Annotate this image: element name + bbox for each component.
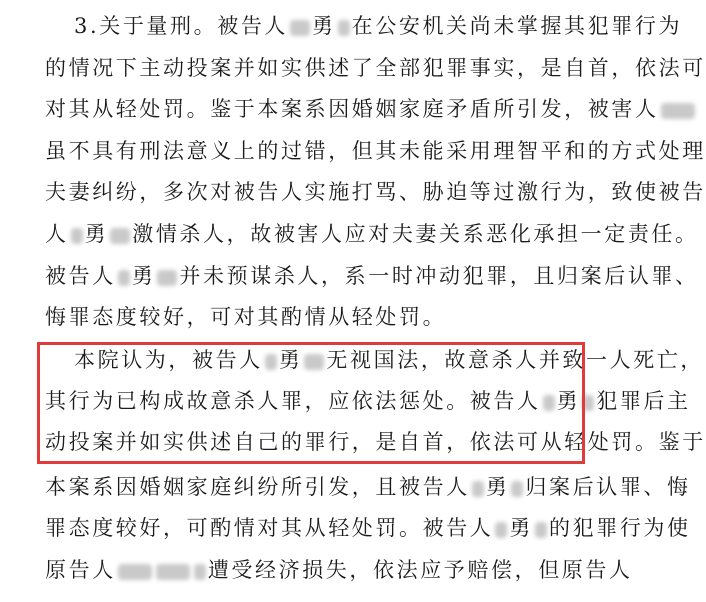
text-segment: 无视国法，故意杀人并致一人死亡， [326,348,705,372]
text-segment: 在公安机关尚未掌握其犯罪行为 [351,14,683,38]
redaction-blur [156,564,190,580]
text-segment: 其行为已构成故意杀人罪，应依法惩处。被告人 [45,389,541,413]
text-segment: 人 [45,222,69,246]
redaction-blur [118,270,130,286]
text-segment: 勇 [278,348,303,372]
redaction-blur [71,228,83,244]
text-segment: 勇 [131,264,156,288]
text-segment: 悔罪态度较好，可对其酌情从轻处罚。 [45,305,447,329]
redaction-blur [511,481,523,497]
text-line-6 [45,214,699,254]
text-line-14 [45,550,633,590]
text-segment: 本院认为，被告人 [74,348,263,372]
text-segment: 勇 [556,389,581,413]
text-line-8 [45,297,446,337]
redaction-blur [290,20,310,36]
text-segment: 被告人 [45,264,116,288]
text-segment: 遭受经济损失，依法应予赔偿，但原告人 [207,558,633,582]
text-segment: 的犯罪行为使 [549,516,691,540]
text-segment: 动投案并如实供述自己的罪行，是自首，依法可从轻处罚。鉴于 [45,430,706,454]
redaction-blur [661,103,695,119]
text-segment: 归案后认罪、悔 [525,475,691,499]
text-segment: 激情杀人，故被害人应对夫妻关系恶化承担一定责任。 [132,222,699,246]
redaction-blur [495,522,507,538]
redaction-blur [338,20,350,36]
text-segment: 对其从轻处罚。鉴于本案系因婚姻家庭矛盾所引发，被害人 [45,97,659,121]
text-line-7 [45,256,699,296]
text-segment: 犯罪后主 [596,389,691,413]
text-line-1 [74,6,682,46]
text-segment: 的情况下主动投案并如实供述了全部犯罪事实，是自首，依法可 [45,56,706,80]
text-segment: 勇 [485,475,510,499]
text-segment: 勇 [84,222,109,246]
text-line-3 [45,89,697,129]
text-line-4 [45,131,706,171]
redaction-blur [535,522,547,538]
text-line-2 [45,48,706,88]
text-segment: 勇 [509,516,534,540]
text-segment: 3.关于量刑。被告人 [74,14,289,38]
redaction-blur [110,228,130,244]
redaction-blur [472,481,484,497]
text-segment: 原告人 [45,558,116,582]
text-line-13 [45,508,691,548]
text-segment: 勇 [312,14,336,38]
text-segment: 夫妻纠纷，多次对被告人实施打骂、胁迫等过激行为，致使被告 [45,180,706,204]
redaction-blur [118,564,152,580]
redaction-blur [194,564,206,580]
text-line-5 [45,172,706,212]
highlight-annotation-box [37,342,585,464]
text-segment: 本案系因婚姻家庭纠纷所引发，且被告人 [45,475,470,499]
text-segment: 并未预谋杀人，系一时冲动犯罪，且归案后认罪、 [179,264,699,288]
redaction-blur [157,270,177,286]
text-segment: 罪态度较好，可酌情对其从轻处罚。被告人 [45,516,494,540]
text-segment: 虽不具有刑法意义上的过错，但其未能采用理智平和的方式处理 [45,139,706,163]
text-line-12 [45,467,691,507]
